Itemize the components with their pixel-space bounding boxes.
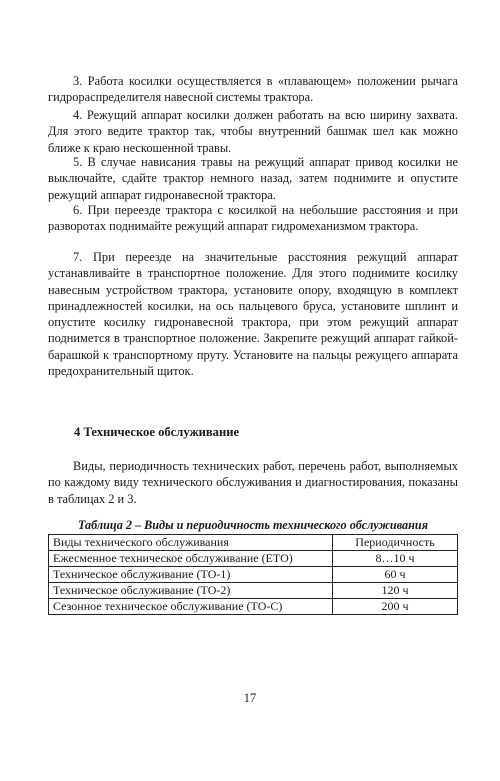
table-row [49,567,458,583]
cell-period: 120 ч [333,583,458,599]
cell-period: 60 ч [333,567,458,583]
header-cell-period: Периодичность [333,535,458,551]
paragraph-6: 6. При переезде трактора с косилкой на небольшие расстояния и при разворотах поднимайте режущий аппарат гидромеханизмом трактора. [48,203,458,234]
cell-type: Техническое обслуживание (ТО-2) [49,583,333,599]
cell-period: 200 ч [333,599,458,615]
table-caption: Таблица 2 – Виды и периодичность технического обслуживания [78,518,428,532]
cell-type: Ежесменное техническое обслуживание (ЕТО) [49,551,333,567]
paragraph-3: 3. Работа косилки осуществляется в «плавающем» положении рычага гидрораспределителя навесной системы трактора. [48,74,458,105]
cell-type: Техническое обслуживание (ТО-1) [49,567,333,583]
cell-type: Сезонное техническое обслуживание (ТО-С) [49,599,333,615]
section-heading: 4 Техническое обслуживание [74,425,240,439]
header-cell-type: Виды технического обслуживания [49,535,333,551]
table-row [49,551,458,567]
page-number: 17 [243,691,257,705]
paragraph-5: 5. В случае нависания травы на режущий аппарат привод косилки не выключайте, сдайте трактор немного назад, затем поднимите и опустите режущий аппарат гидронавесной трактора. [48,155,458,202]
intro-paragraph: Виды, периодичность технических работ, перечень работ, выполняемых по каждому виду технического обслуживания и диагностирования, показаны в таблицах 2 и 3. [48,459,458,506]
table-header-row [49,535,458,551]
cell-period: 8…10 ч [333,551,458,567]
paragraph-7: 7. При переезде на значительные расстояния режущий аппарат устанавливайте в транспортное положение. Для этого поднимите косилку навесным устройством трактора, установите опору, входящую в комплект принадлежностей косилки, на ось пальцевого бруса, установите шплинт и опустите косилку гидронавесной трактора, при этом режущий аппарат поднимется в транспортное положение. Закрепите режущий аппарат гайкой-барашкой к транспортному пруту. Установите на пальцы режущего аппарата предохранительный щиток. [48,250,458,379]
paragraph-4: 4. Режущий аппарат косилки должен работать на всю ширину захвата. Для этого ведите трактор так, чтобы внутренний башмак шел как можно ближе к краю нескошенной травы. [48,108,458,155]
table-row [49,583,458,599]
maintenance-table [48,534,458,615]
table-row [49,599,458,615]
